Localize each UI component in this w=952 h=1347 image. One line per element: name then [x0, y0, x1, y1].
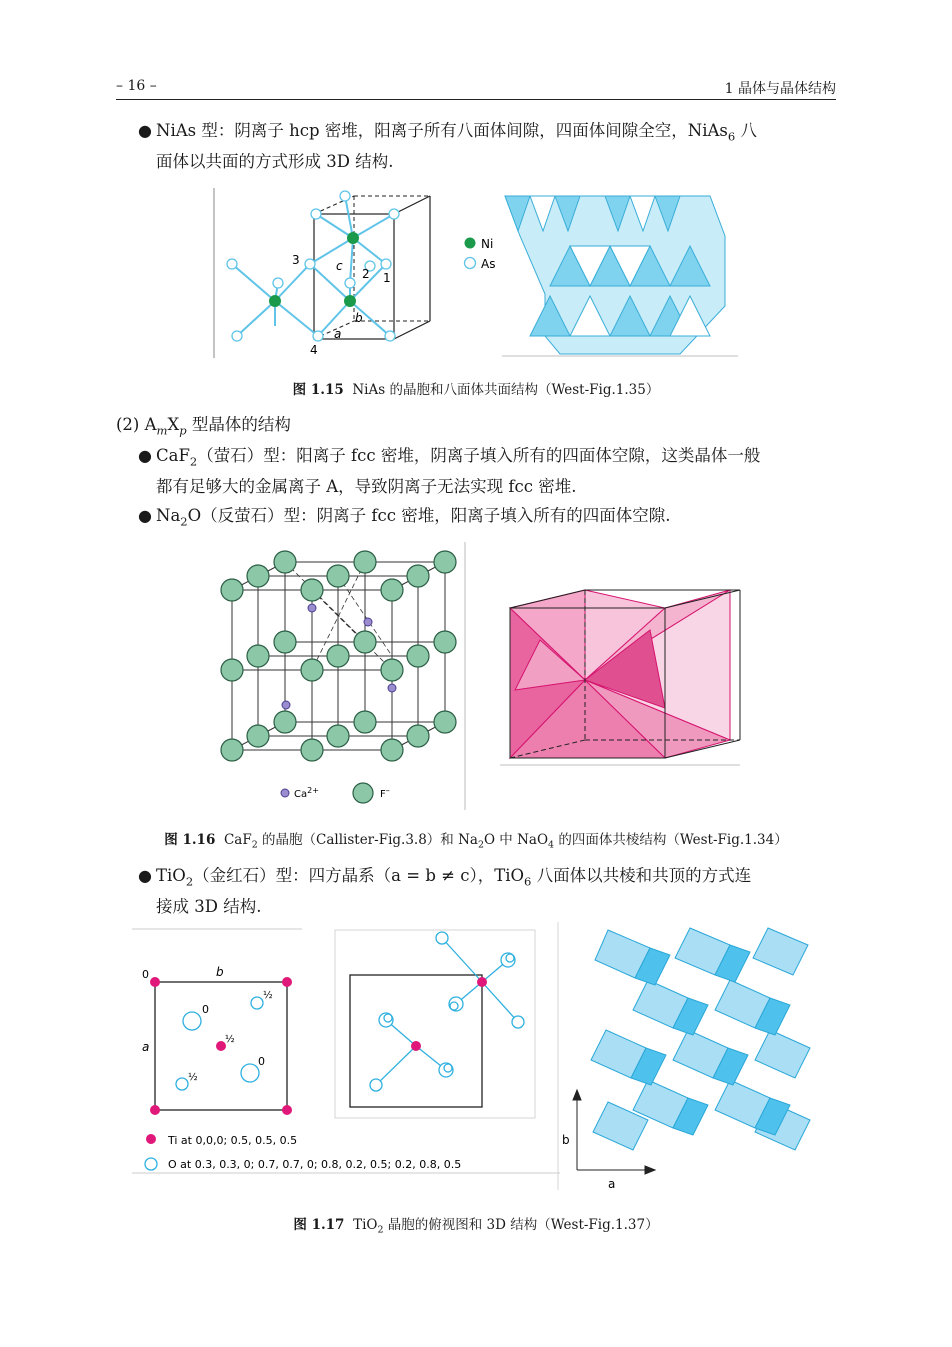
- fig117-caption-label: 图 1.17: [293, 1217, 345, 1233]
- fig115-label-b: b: [355, 311, 363, 325]
- fig116-graphic: [210, 540, 750, 815]
- tio2-paragraph: [156, 863, 846, 919]
- tio2-label-half3: ½: [188, 1072, 198, 1083]
- nias-sub: 6: [727, 129, 736, 144]
- fig117-graphic: [130, 920, 830, 1198]
- section2-sub2: p: [179, 423, 187, 438]
- tio2-sub2: 6: [524, 874, 532, 889]
- fig115-label-3: 3: [292, 253, 300, 267]
- fig116-text-a: CaF: [223, 832, 252, 848]
- na2o-sub: 2: [180, 514, 188, 529]
- section2-mid: X: [167, 415, 180, 434]
- nias-text-end: 八: [735, 121, 757, 140]
- legend-f-icon: [353, 783, 373, 803]
- fig115-label-1: 1: [383, 271, 391, 285]
- tio2-label-half1: ½: [263, 990, 273, 1001]
- tio2-text-b: （金红石）型：四方晶系（a = b ≠ c），TiO: [193, 866, 525, 885]
- bullet-dot: ●: [138, 506, 152, 525]
- nias-paragraph: [156, 118, 846, 174]
- bullet-dot: ●: [138, 121, 152, 140]
- fig115-label-a: a: [334, 327, 342, 341]
- section2-suffix: 型晶体的结构: [186, 415, 291, 434]
- tio2-sub: 2: [185, 874, 194, 889]
- legend-ni-label: Ni: [481, 237, 494, 251]
- tio2-label-o1: 0: [202, 1003, 209, 1016]
- fig116-sub3: 4: [548, 839, 555, 851]
- caf2-text-a: CaF: [156, 446, 190, 465]
- fig115-label-c: c: [336, 259, 343, 273]
- legend-ti-icon: [146, 1134, 156, 1144]
- legend-o-icon: [145, 1158, 157, 1170]
- fig116-sub1: 2: [251, 839, 258, 851]
- fig115-graphic: [200, 186, 760, 361]
- legend-ca-label: $Ca^{2+}$: [294, 786, 319, 800]
- section2-prefix: (2) A: [116, 415, 157, 434]
- tio2-label-a: a: [142, 1040, 150, 1054]
- header-rule: [116, 99, 836, 100]
- tio2-text-c: 八面体以共棱和共顶的方式连: [531, 866, 752, 885]
- caf2-text-b: （萤石）型：阳离子 fcc 密堆，阴离子填入所有的四面体空隙，这类晶体一般: [197, 446, 761, 465]
- legend-as-icon: [465, 258, 476, 269]
- fig116-text-c: O 中 NaO: [483, 832, 549, 848]
- fig116-sub2: 2: [477, 839, 484, 851]
- fig115-caption-label: 图 1.15: [292, 382, 344, 398]
- bullet-dot: ●: [138, 866, 152, 885]
- caf2-text-line2: 都有足够大的金属离子 A，导致阴离子无法实现 fcc 密堆.: [156, 477, 577, 497]
- fig116-caption-label: 图 1.16: [164, 832, 216, 848]
- fig116-text-b: 的晶胞（Callister-Fig.3.8）和 Na: [257, 832, 478, 848]
- fig117-caption: [0, 1213, 952, 1236]
- legend-ni-icon: [465, 238, 476, 249]
- tio2-axis-a: a: [608, 1177, 616, 1191]
- legend-f-label: F–: [380, 786, 390, 800]
- fig117-text-b: 晶胞的俯视图和 3D 结构（West-Fig.1.37）: [383, 1217, 659, 1233]
- tio2-text-line2: 接成 3D 结构.: [156, 897, 262, 917]
- nias-text: NiAs 型：阴离子 hcp 密堆，阳离子所有八面体间隙，四面体间隙全空，NiAs: [156, 121, 728, 140]
- tio2-label-o2: 0: [258, 1055, 265, 1068]
- legend-o-label: O at 0.3, 0.3, 0; 0.7, 0.7, 0; 0.8, 0.2, 0.5; 0.2, 0.8, 0.5: [168, 1158, 462, 1171]
- fig115-caption: [0, 378, 952, 398]
- tio2-label-origin: 0: [142, 968, 149, 981]
- fig115-label-2: 2: [362, 267, 370, 281]
- tio2-label-b: b: [216, 965, 224, 979]
- legend-ca-icon: [281, 789, 289, 797]
- caf2-sub: 2: [189, 454, 198, 469]
- na2o-paragraph: [156, 503, 671, 534]
- na2o-text-a: Na: [156, 506, 181, 525]
- fig115-label-4: 4: [310, 343, 318, 357]
- na2o-text-b: O（反萤石）型：阴离子 fcc 密堆，阳离子填入所有的四面体空隙.: [187, 506, 671, 525]
- caf2-paragraph: [156, 443, 846, 499]
- fig117-sub: 2: [377, 1224, 384, 1236]
- section2-sub1: m: [156, 423, 168, 438]
- nias-text-line2: 面体以共面的方式形成 3D 结构.: [156, 152, 394, 172]
- chapter-title: 1 晶体与晶体结构: [724, 81, 836, 97]
- fig116-caption: [0, 828, 952, 851]
- tio2-label-half2: ½: [225, 1034, 235, 1045]
- legend-ti-label: Ti at 0,0,0; 0.5, 0.5, 0.5: [168, 1134, 298, 1147]
- fig115-caption-text: NiAs 的晶胞和八面体共面结构（West-Fig.1.35）: [352, 382, 660, 398]
- tio2-axis-b: b: [562, 1133, 570, 1147]
- legend-as-label: As: [481, 257, 496, 271]
- fig116-text-d: 的四面体共棱结构（West-Fig.1.34）: [554, 832, 788, 848]
- page-number: – 16 –: [116, 78, 157, 94]
- fig117-text-a: TiO: [353, 1217, 378, 1233]
- tio2-text-a: TiO: [156, 866, 186, 885]
- section2-heading: [116, 412, 291, 443]
- bullet-dot: ●: [138, 446, 152, 465]
